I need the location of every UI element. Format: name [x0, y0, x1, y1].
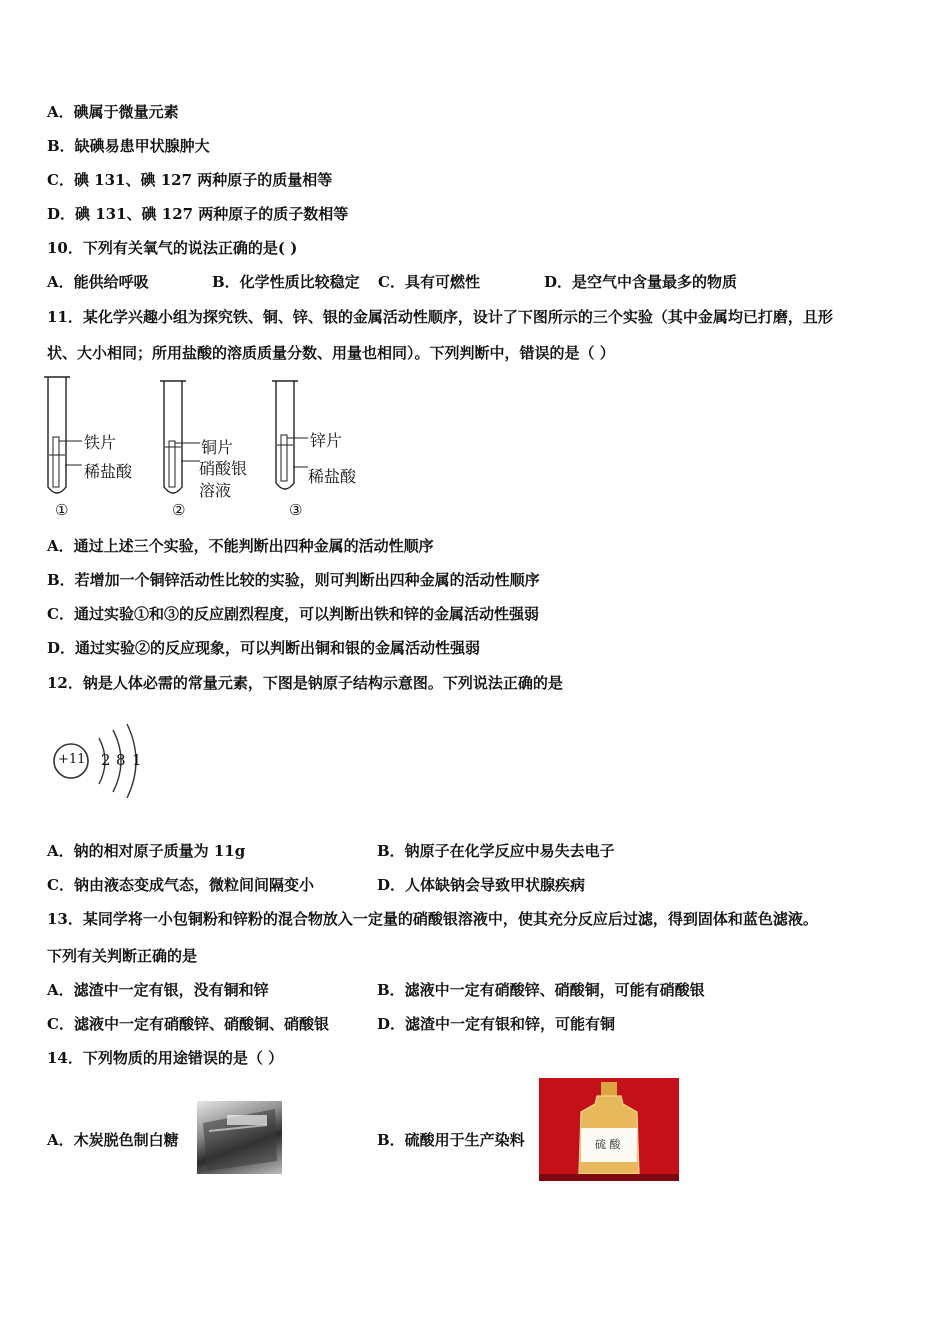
acid-bottle-shape	[539, 1078, 679, 1181]
q10-option-d: D．是空气中含量最多的物质	[544, 273, 738, 291]
q9-option-c: C．碘 131、碘 127 两种原子的质量相等	[47, 171, 333, 189]
q9-option-d: D．碘 131、碘 127 两种原子的质子数相等	[47, 205, 349, 223]
tube3-label-acid: 稀盐酸	[308, 467, 357, 486]
shell3-electrons: 1	[132, 751, 142, 769]
q11-option-d: D．通过实验②的反应现象，可以判断出铜和银的金属活动性强弱	[47, 639, 481, 657]
q11-stem-line1: 11．某化学兴趣小组为探究铁、铜、锌、银的金属活动性顺序，设计了下图所示的三个实验（其中金属均已打磨，且形	[47, 308, 833, 326]
tube2-label-copper: 铜片	[201, 438, 234, 457]
q10-option-a: A．能供给呼吸	[47, 273, 149, 291]
nucleus-charge: +11	[58, 752, 86, 767]
q13-option-a: A．滤渣中一定有银，没有铜和锌	[47, 981, 269, 999]
sodium-atom-diagram	[47, 720, 147, 802]
q10-option-c: C．具有可燃性	[378, 273, 480, 291]
bottle-label: 硫 酸	[595, 1138, 621, 1151]
tube1-label-acid: 稀盐酸	[84, 462, 133, 481]
shell2-electrons: 8	[116, 751, 126, 769]
q12-option-b: B．钠原子在化学反应中易失去电子	[377, 842, 615, 860]
q11-option-b: B．若增加一个铜锌活动性比较的实验，则可判断出四种金属的活动性顺序	[47, 571, 540, 589]
q13-option-c: C．滤液中一定有硝酸锌、硝酸铜、硝酸银	[47, 1015, 329, 1033]
q12-option-d: D．人体缺钠会导致甲状腺疾病	[377, 876, 586, 894]
q10-stem: 10．下列有关氧气的说法正确的是( )	[47, 239, 298, 257]
tube3-number: ③	[289, 501, 303, 519]
q9-option-b: B．缺碘易患甲状腺肿大	[47, 137, 210, 155]
q11-option-a: A．通过上述三个实验，不能判断出四种金属的活动性顺序	[47, 537, 434, 555]
charcoal-package-image	[197, 1101, 282, 1174]
tube1-label-iron: 铁片	[84, 433, 117, 452]
shell1-electrons: 2	[101, 751, 111, 769]
tube2-label-solution: 溶液	[199, 481, 232, 500]
q11-option-c: C．通过实验①和③的反应剧烈程度，可以判断出铁和锌的金属活动性强弱	[47, 605, 539, 623]
tube2-number: ②	[172, 501, 186, 519]
q14-stem: 14．下列物质的用途错误的是（ ）	[47, 1049, 284, 1067]
q14-option-a: A．木炭脱色制白糖	[47, 1131, 179, 1149]
q13-option-b: B．滤液中一定有硝酸锌、硝酸铜，可能有硝酸银	[377, 981, 705, 999]
q13-stem-line2: 下列有关判断正确的是	[47, 947, 198, 965]
q9-option-a: A．碘属于微量元素	[47, 103, 179, 121]
q13-stem-line1: 13．某同学将一小包铜粉和锌粉的混合物放入一定量的硝酸银溶液中，使其充分反应后过滤，得到固体和蓝色滤液。	[47, 910, 818, 928]
q11-stem-line2: 状、大小相同；所用盐酸的溶质质量分数、用量也相同）。下列判断中，错误的是（ ）	[47, 344, 615, 362]
q14-option-b: B．硫酸用于生产染料	[377, 1131, 525, 1149]
q10-option-b: B．化学性质比较稳定	[212, 273, 360, 291]
q13-option-d: D．滤渣中一定有银和锌，可能有铜	[377, 1015, 616, 1033]
charcoal-bag-shape	[197, 1101, 282, 1174]
q12-option-c: C．钠由液态变成气态，微粒间间隔变小	[47, 876, 314, 894]
sulfuric-acid-bottle-image	[539, 1078, 679, 1181]
tube1-number: ①	[55, 501, 69, 519]
tube3-label-zinc: 锌片	[310, 431, 343, 450]
tube2-label-silver-nitrate: 硝酸银	[199, 459, 248, 478]
q12-stem: 12．钠是人体必需的常量元素，下图是钠原子结构示意图。下列说法正确的是	[47, 674, 563, 692]
q12-option-a: A．钠的相对原子质量为 11g	[47, 842, 246, 860]
